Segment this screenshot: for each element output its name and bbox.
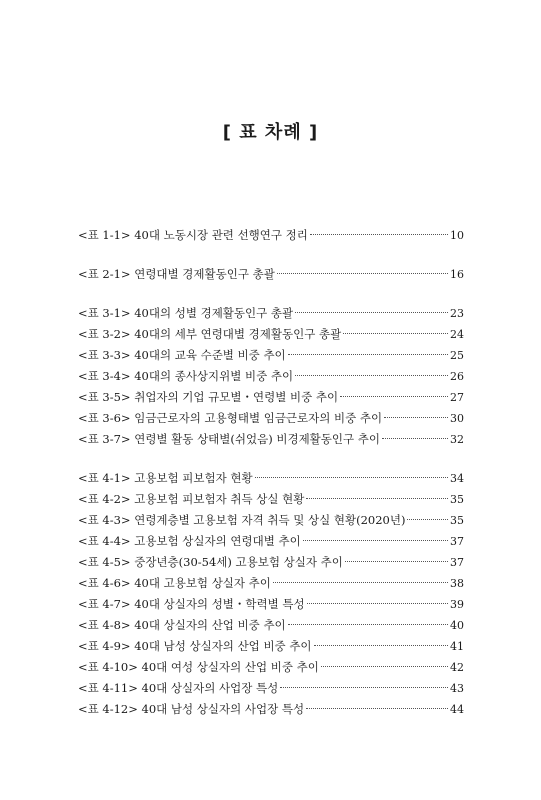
toc-entry-label: <표 4-9> 40대 남성 상실자의 산업 비중 추이 <box>78 639 312 653</box>
toc-entry-label: <표 3-2> 40대의 세부 연령대별 경제활동인구 총괄 <box>78 327 342 341</box>
dot-leader <box>288 354 448 355</box>
toc-entry-label: <표 4-6> 40대 고용보험 상실자 추이 <box>78 576 271 590</box>
toc-entry[interactable] <box>78 594 464 615</box>
dot-leader <box>321 666 448 667</box>
toc-entry-label: <표 3-3> 40대의 교육 수준별 비중 추이 <box>78 348 286 362</box>
toc-entry[interactable] <box>78 657 464 678</box>
toc-entry[interactable] <box>78 429 464 450</box>
toc-entry-page: 35 <box>450 493 464 506</box>
dot-leader <box>280 687 448 688</box>
toc-entry-page: 37 <box>450 556 464 569</box>
toc-entry-page: 25 <box>450 349 464 362</box>
toc-entry-page: 16 <box>450 268 464 281</box>
toc-entry[interactable] <box>78 552 464 573</box>
toc-entry[interactable] <box>78 408 464 429</box>
toc-group <box>78 303 464 450</box>
toc-entry[interactable] <box>78 615 464 636</box>
toc-entry-label: <표 4-11> 40대 상실자의 사업장 특성 <box>78 681 279 695</box>
toc-entry-label: <표 1-1> 40대 노동시장 관련 선행연구 정리 <box>78 228 308 242</box>
toc-entry[interactable] <box>78 699 464 720</box>
toc-group <box>78 264 464 285</box>
toc-entry-page: 26 <box>450 370 464 383</box>
dot-leader <box>303 540 448 541</box>
toc-entry-label: <표 4-7> 40대 상실자의 성별・학력별 특성 <box>78 597 305 611</box>
dot-leader <box>407 519 448 520</box>
toc-group <box>78 225 464 246</box>
toc-entry-label: <표 4-8> 40대 상실자의 산업 비중 추이 <box>78 618 286 632</box>
toc-entry-page: 40 <box>450 619 464 632</box>
toc-entry-page: 39 <box>450 598 464 611</box>
toc-entry-label: <표 4-2> 고용보험 피보험자 취득 상실 현황 <box>78 492 305 506</box>
toc-entry[interactable] <box>78 489 464 510</box>
dot-leader <box>306 498 448 499</box>
toc-entry[interactable] <box>78 387 464 408</box>
toc-entry-page: 44 <box>450 703 464 716</box>
toc-group <box>78 468 464 720</box>
toc-entry-label: <표 4-1> 고용보험 피보험자 현황 <box>78 471 253 485</box>
toc-entry-page: 32 <box>450 433 464 446</box>
dot-leader <box>310 234 448 235</box>
table-of-tables <box>78 225 464 738</box>
toc-entry[interactable] <box>78 264 464 285</box>
toc-entry-label: <표 4-3> 연령계층별 고용보험 자격 취득 및 상실 현황(2020년) <box>78 513 406 527</box>
dot-leader <box>277 273 448 274</box>
toc-entry[interactable] <box>78 678 464 699</box>
toc-entry-page: 34 <box>450 472 464 485</box>
dot-leader <box>345 561 448 562</box>
toc-entry-label: <표 4-4> 고용보험 상실자의 연령대별 추이 <box>78 534 301 548</box>
toc-entry-page: 23 <box>450 307 464 320</box>
dot-leader <box>382 438 448 439</box>
dot-leader <box>306 708 448 709</box>
dot-leader <box>295 375 448 376</box>
toc-entry-page: 38 <box>450 577 464 590</box>
toc-entry-label: <표 4-12> 40대 남성 상실자의 사업장 특성 <box>78 702 305 716</box>
toc-entry-page: 43 <box>450 682 464 695</box>
toc-entry[interactable] <box>78 324 464 345</box>
toc-entry[interactable] <box>78 468 464 489</box>
toc-entry-label: <표 2-1> 연령대별 경제활동인구 총괄 <box>78 267 275 281</box>
toc-entry-label: <표 3-6> 임금근로자의 고용형태별 임금근로자의 비중 추이 <box>78 411 383 425</box>
toc-entry-label: <표 4-5> 중장년층(30-54세) 고용보험 상실자 추이 <box>78 555 343 569</box>
toc-entry-page: 27 <box>450 391 464 404</box>
toc-entry[interactable] <box>78 636 464 657</box>
toc-entry[interactable] <box>78 303 464 324</box>
dot-leader <box>273 582 448 583</box>
toc-entry-page: 37 <box>450 535 464 548</box>
toc-entry-page: 41 <box>450 640 464 653</box>
dot-leader <box>384 417 448 418</box>
dot-leader <box>343 333 448 334</box>
dot-leader <box>288 624 448 625</box>
dot-leader <box>314 645 448 646</box>
toc-entry-page: 24 <box>450 328 464 341</box>
toc-entry[interactable] <box>78 573 464 594</box>
toc-entry[interactable] <box>78 366 464 387</box>
toc-entry-page: 30 <box>450 412 464 425</box>
toc-entry-label: <표 3-5> 취업자의 기업 규모별・연령별 비중 추이 <box>78 390 339 404</box>
toc-entry[interactable] <box>78 345 464 366</box>
dot-leader <box>255 477 448 478</box>
toc-entry[interactable] <box>78 510 464 531</box>
toc-entry-label: <표 3-7> 연령별 활동 상태별(쉬었음) 비경제활동인구 추이 <box>78 432 380 446</box>
toc-entry-page: 10 <box>450 229 464 242</box>
dot-leader <box>340 396 448 397</box>
dot-leader <box>295 312 448 313</box>
toc-entry[interactable] <box>78 531 464 552</box>
toc-entry[interactable] <box>78 225 464 246</box>
toc-entry-label: <표 4-10> 40대 여성 상실자의 산업 비중 추이 <box>78 660 319 674</box>
toc-entry-label: <표 3-4> 40대의 종사상지위별 비중 추이 <box>78 369 294 383</box>
dot-leader <box>307 603 448 604</box>
toc-entry-page: 35 <box>450 514 464 527</box>
toc-entry-page: 42 <box>450 661 464 674</box>
page-title: [ 표 차례 ] <box>222 122 319 143</box>
toc-entry-label: <표 3-1> 40대의 성별 경제활동인구 총괄 <box>78 306 294 320</box>
